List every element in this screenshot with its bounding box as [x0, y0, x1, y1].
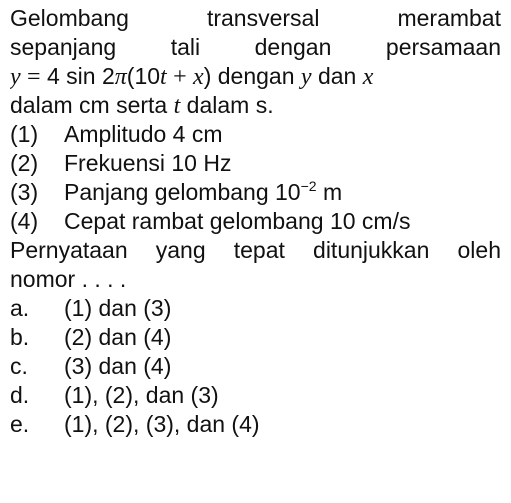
- statement-number: (4): [10, 208, 39, 234]
- option-c[interactable]: [10, 352, 501, 381]
- eq-text-var-x: x: [362, 64, 374, 90]
- statement-text: Panjang gelombang 10: [64, 179, 301, 205]
- eq-amplitude: 4: [46, 63, 60, 89]
- eq-text-dan: dan: [317, 63, 357, 89]
- statement-exponent: −2: [300, 178, 317, 194]
- option-letter: a.: [10, 295, 30, 321]
- units-line: [10, 91, 501, 120]
- statement-number: (2): [10, 150, 39, 176]
- statement-1: [10, 120, 501, 149]
- eq-text-var-y: y: [300, 64, 312, 90]
- option-a[interactable]: [10, 294, 501, 323]
- option-text: (1), (2), (3), dan (4): [64, 411, 260, 437]
- units-var-t: t: [173, 93, 181, 119]
- option-text: (3) dan (4): [64, 353, 172, 379]
- statement-text: Frekuensi 10 Hz: [64, 150, 232, 176]
- option-text: (1) dan (3): [64, 295, 172, 321]
- eq-plus: +: [173, 64, 187, 90]
- question-intro-line-1: Gelombang transversal merambat: [10, 5, 501, 31]
- statement-text: Cepat rambat gelombang 10 cm/s: [64, 208, 411, 234]
- option-e[interactable]: [10, 410, 501, 439]
- statement-4: [10, 207, 501, 236]
- option-letter: e.: [10, 411, 30, 437]
- question-intro-line-2: sepanjang tali dengan persamaan: [10, 34, 501, 60]
- eq-var-t: t: [160, 64, 167, 90]
- eq-pi: π: [114, 64, 127, 90]
- option-d[interactable]: [10, 381, 501, 410]
- eq-close: ): [203, 63, 212, 89]
- option-letter: c.: [10, 353, 28, 379]
- option-text: (2) dan (4): [64, 324, 172, 350]
- eq-var-x: x: [193, 64, 204, 90]
- option-letter: d.: [10, 382, 30, 408]
- eq-open: (10: [126, 63, 161, 89]
- statement-unit: m: [322, 179, 343, 205]
- units-prefix: dalam cm serta: [10, 92, 168, 118]
- statement-number: (1): [10, 121, 39, 147]
- units-suffix: dalam s.: [186, 92, 274, 118]
- statement-3: [10, 178, 501, 207]
- eq-two: 2: [101, 63, 115, 89]
- option-letter: b.: [10, 324, 30, 350]
- prompt-line-2: nomor . . . .: [10, 266, 127, 292]
- wave-equation-line: [10, 62, 501, 91]
- statement-number: (3): [10, 179, 39, 205]
- option-text: (1), (2), dan (3): [64, 382, 219, 408]
- eq-equals: =: [27, 64, 41, 90]
- statement-2: [10, 149, 501, 178]
- option-b[interactable]: [10, 323, 501, 352]
- statement-text: Amplitudo 4 cm: [64, 121, 223, 147]
- eq-sin: sin: [66, 63, 96, 89]
- eq-text-dengan: dengan: [217, 63, 295, 89]
- prompt-line-1: Pernyataan yang tepat ditunjukkan oleh: [10, 237, 501, 263]
- eq-var-y: y: [10, 64, 21, 90]
